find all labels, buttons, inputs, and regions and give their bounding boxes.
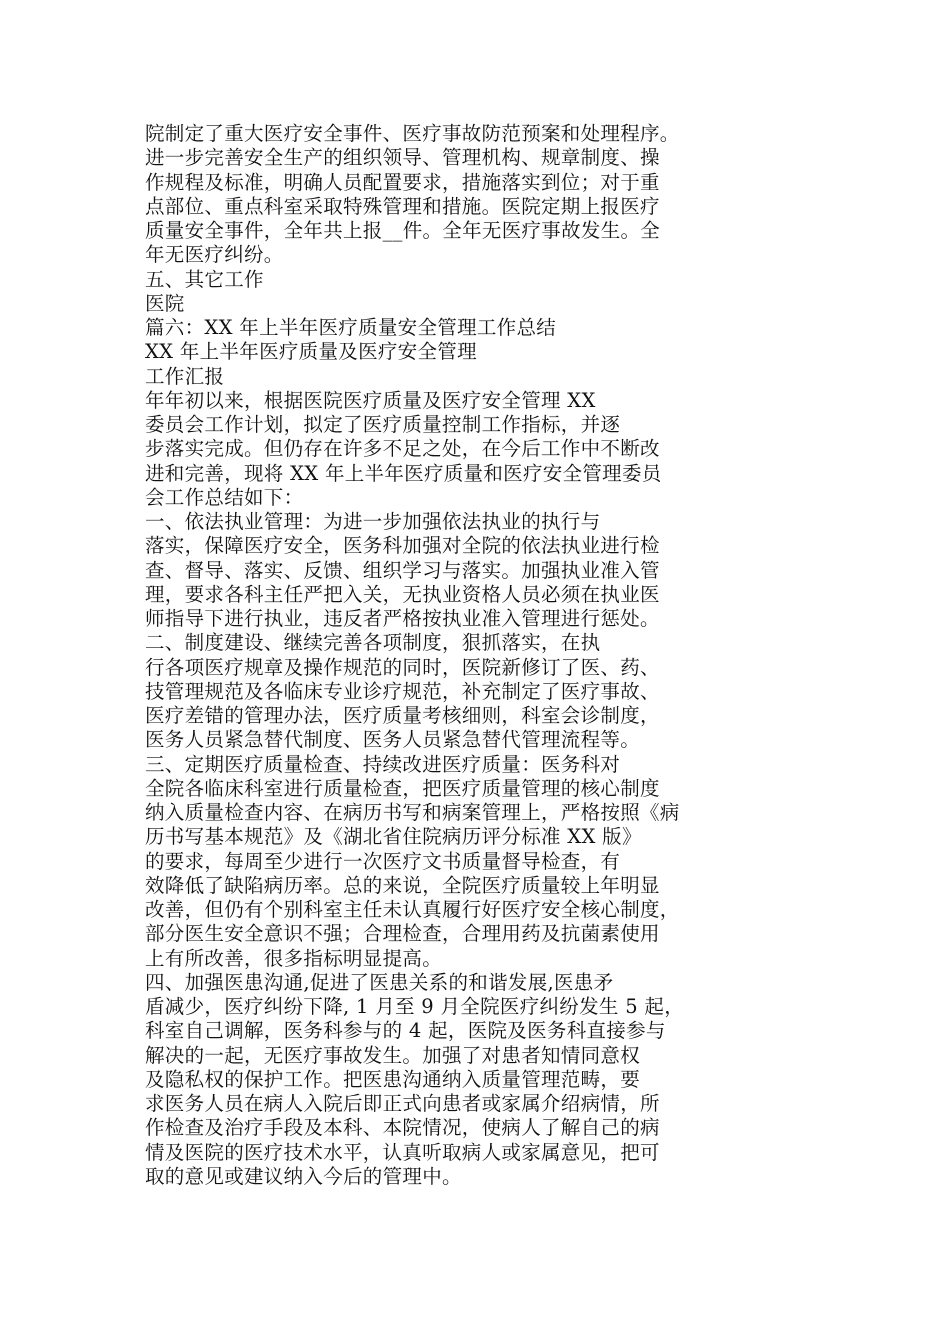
text-line: 四、加强医患沟通,促进了医患关系的和谐发展,医患矛 bbox=[145, 970, 614, 994]
text-line: 医务人员紧急替代制度、医务人员紧急替代管理流程等。 bbox=[145, 728, 641, 752]
text-line: 二、制度建设、继续完善各项制度，狠抓落实，在执 bbox=[145, 631, 601, 655]
text-line: 师指导下进行执业，违反者严格按执业准入管理进行惩处。 bbox=[145, 607, 660, 630]
text-line: 求医务人员在病人入院后即正式向患者或家属介绍病情，所 bbox=[145, 1092, 660, 1115]
document-body bbox=[145, 122, 825, 1189]
text-line: 落实，保障医疗安全，医务科加强对全院的依法执业进行检 bbox=[145, 534, 660, 558]
text-line: 委员会工作计划，拟定了医疗质量控制工作指标，并逐 bbox=[145, 413, 621, 436]
text-line: 年年初以来，根据医院医疗质量及医疗安全管理 XX bbox=[145, 388, 596, 412]
text-line: 医疗差错的管理办法，医疗质量考核细则，科室会诊制度， bbox=[145, 704, 660, 727]
text-line: 科室自己调解，医务科参与的 4 起，医院及医务科直接参与 bbox=[145, 1019, 666, 1043]
text-line: 技管理规范及各临床专业诊疗规范，补充制定了医疗事故、 bbox=[145, 679, 660, 703]
text-line: 作规程及标准，明确人员配置要求，措施落实到位；对于重 bbox=[145, 170, 660, 194]
text-line: 及隐私权的保护工作。把医患沟通纳入质量管理范畴，要 bbox=[145, 1067, 641, 1091]
text-line: 院制定了重大医疗安全事件、医疗事故防范预案和处理程序。 bbox=[145, 122, 680, 145]
text-line: 查、督导、落实、反馈、组织学习与落实。加强执业准入管 bbox=[145, 558, 660, 582]
text-line: 纳入质量检查内容、在病历书写和病案管理上，严格按照《病 bbox=[145, 801, 680, 824]
text-line: 改善，但仍有个别科室主任未认真履行好医疗安全核心制度， bbox=[145, 898, 680, 921]
text-line: 工作汇报 bbox=[145, 364, 225, 388]
text-line: 质量安全事件，全年共上报__件。全年无医疗事故发生。全 bbox=[145, 219, 661, 242]
text-line: 部分医生安全意识不强；合理检查，合理用药及抗菌素使用 bbox=[145, 922, 660, 946]
text-line: 解决的一起，无医疗事故发生。加强了对患者知情同意权 bbox=[145, 1043, 641, 1067]
text-line: 篇六：XX 年上半年医疗质量安全管理工作总结 bbox=[145, 316, 557, 339]
text-line: XX 年上半年医疗质量及医疗安全管理 bbox=[145, 340, 477, 364]
text-line: 行各项医疗规章及操作规范的同时，医院新修订了医、药、 bbox=[145, 655, 660, 679]
text-line: 效降低了缺陷病历率。总的来说，全院医疗质量较上年明显 bbox=[145, 873, 660, 897]
text-line: 步落实完成。但仍存在许多不足之处，在今后工作中不断改 bbox=[145, 437, 660, 461]
text-line: 进和完善，现将 XX 年上半年医疗质量和医疗安全管理委员 bbox=[145, 461, 662, 485]
text-line: 盾减少，医疗纠纷下降, 1 月至 9 月全院医疗纠纷发生 5 起， bbox=[145, 995, 685, 1018]
text-line: 一、依法执业管理：为进一步加强依法执业的执行与 bbox=[145, 510, 601, 533]
text-line: 上有所改善，很多指标明显提高。 bbox=[145, 946, 443, 970]
text-line: 年无医疗纠纷。 bbox=[145, 243, 284, 267]
text-line: 点部位、重点科室采取特殊管理和措施。医院定期上报医疗 bbox=[145, 194, 660, 218]
text-line: 三、定期医疗质量检查、持续改进医疗质量：医务科对 bbox=[145, 752, 621, 776]
text-line: 历书写基本规范》及《湖北省住院病历评分标准 XX 版》 bbox=[145, 825, 642, 849]
text-line: 五、其它工作 bbox=[145, 267, 264, 291]
text-line: 作检查及治疗手段及本科、本院情况，使病人了解自己的病 bbox=[145, 1116, 660, 1140]
text-line: 医院 bbox=[145, 291, 185, 315]
text-line: 的要求，每周至少进行一次医疗文书质量督导检查，有 bbox=[145, 849, 621, 873]
text-line: 情及医院的医疗技术水平，认真听取病人或家属意见，把可 bbox=[145, 1140, 660, 1164]
text-line: 取的意见或建议纳入今后的管理中。 bbox=[145, 1164, 462, 1188]
text-line: 进一步完善安全生产的组织领导、管理机构、规章制度、操 bbox=[145, 146, 660, 170]
text-line: 全院各临床科室进行质量检查，把医疗质量管理的核心制度 bbox=[145, 776, 660, 800]
text-line: 会工作总结如下： bbox=[145, 485, 304, 509]
text-line: 理，要求各科主任严把入关，无执业资格人员必须在执业医 bbox=[145, 582, 660, 606]
